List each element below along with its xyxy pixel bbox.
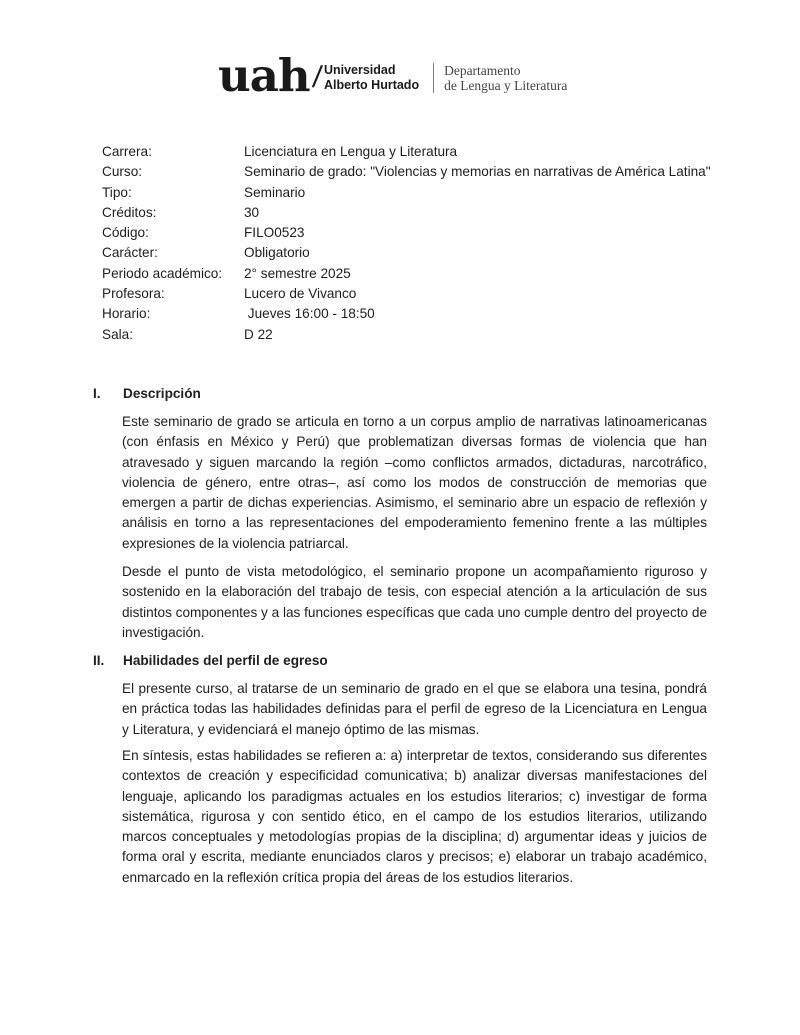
paragraph: En síntesis, estas habilidades se refieren a: a) interpretar de textos, considerando sus diferentes contextos de creación y especificidad comunicativa; b) analizar diversas manifestaciones del lenguaje, aplicando los paradigmas actuales en los estudios literarios; c) investigar de forma sistemática, rigurosa y con sentido ético, en el campo de los estudios literarios, utilizando marcos conceptuales y metodologías propias de la disciplina; d) argumentar ideas y juicios de forma oral y escrita, mediante enunciados claros y precisos; e) elaborar un trabajo académico, enmarcado en la reflexión crítica propia del áreas de los estudios literarios. xyxy=(122,748,707,885)
info-value: Licenciatura en Lengua y Literatura xyxy=(244,144,458,159)
info-label: Profesora: xyxy=(102,286,165,302)
info-label: Código: xyxy=(102,225,149,241)
info-row-codigo xyxy=(102,223,711,243)
info-value: Lucero de Vivanco xyxy=(244,286,357,302)
info-value: 2° semestre 2025 xyxy=(244,265,351,281)
university-logo: uah xyxy=(218,48,310,102)
university-name-line1: Universidad xyxy=(323,63,396,77)
course-info-table xyxy=(102,142,711,345)
info-label: Créditos: xyxy=(102,204,157,220)
info-value: Seminario xyxy=(244,184,306,200)
info-value: Seminario de grado: "Violencias y memorias en narrativas de América Latina" xyxy=(244,164,711,180)
section-title: Habilidades del perfil de egreso xyxy=(123,653,328,668)
university-name-line2: Alberto Hurtado xyxy=(323,78,420,92)
info-row-tipo xyxy=(102,183,711,203)
info-row-carrera xyxy=(102,142,711,162)
info-row-creditos xyxy=(102,203,711,223)
info-label: Carácter: xyxy=(102,245,158,261)
info-label: Tipo: xyxy=(102,184,132,200)
logo-divider xyxy=(433,63,434,93)
logo-slash: / xyxy=(310,61,324,94)
info-row-caracter xyxy=(102,243,711,263)
info-label: Carrera: xyxy=(102,144,152,159)
paragraph: El presente curso, al tratarse de un seminario de grado en el que se elabora una tesina, pondrá en práctica todas las habilidades definidas para el perfil de egreso de la Licenciatura en Lengua y Literatura, y evidenciará el manejo óptimo de las mismas. xyxy=(122,681,707,737)
info-value: Obligatorio xyxy=(244,245,310,261)
paragraph: Este seminario de grado se articula en torno a un corpus amplio de narrativas latinoamericanas (con énfasis en México y Perú) que problematizan diversas formas de violencia que han atravesado y siguen marcando la región –como conflictos armados, dictaduras, narcotráfico, violencia de género, entre otras–, así como los modos de construcción de memorias que emergen a partir de dichas experiencias. Asimismo, el seminario abre un espacio de reflexión y análisis en torno a las representaciones del empoderamiento femenino frente a las múltiples expresiones de la violencia patriarcal. xyxy=(122,414,707,551)
info-value: Jueves 16:00 - 18:50 xyxy=(244,306,375,322)
info-row-profesora xyxy=(102,284,711,304)
page-header xyxy=(218,48,568,102)
info-label: Sala: xyxy=(102,326,133,342)
department-name xyxy=(444,63,567,93)
section-heading-descripcion xyxy=(93,386,201,401)
section-heading-habilidades xyxy=(93,653,328,668)
info-row-horario xyxy=(102,304,711,324)
info-value: FILO0523 xyxy=(244,225,305,241)
university-name xyxy=(324,63,419,93)
info-value: 30 xyxy=(244,204,260,220)
info-row-curso xyxy=(102,162,711,182)
info-row-periodo xyxy=(102,264,711,284)
info-label: Horario: xyxy=(102,306,151,322)
info-row-sala xyxy=(102,325,711,345)
section-title: Descripción xyxy=(123,386,201,401)
section-number: I. xyxy=(93,386,101,401)
info-value: D 22 xyxy=(244,326,273,342)
paragraph: Desde el punto de vista metodológico, el seminario propone un acompañamiento riguroso y sostenido en la elaboración del trabajo de tesis, con especial atención a la articulación de sus distintos componentes y a las funciones específicas que cada uno cumple dentro del proyecto de investigación. xyxy=(122,564,707,640)
department-name-line2: de Lengua y Literatura xyxy=(444,78,568,93)
section-number: II. xyxy=(93,653,105,668)
department-name-line1: Departamento xyxy=(444,63,521,78)
info-label: Periodo académico: xyxy=(102,265,223,281)
info-label: Curso: xyxy=(102,164,143,180)
